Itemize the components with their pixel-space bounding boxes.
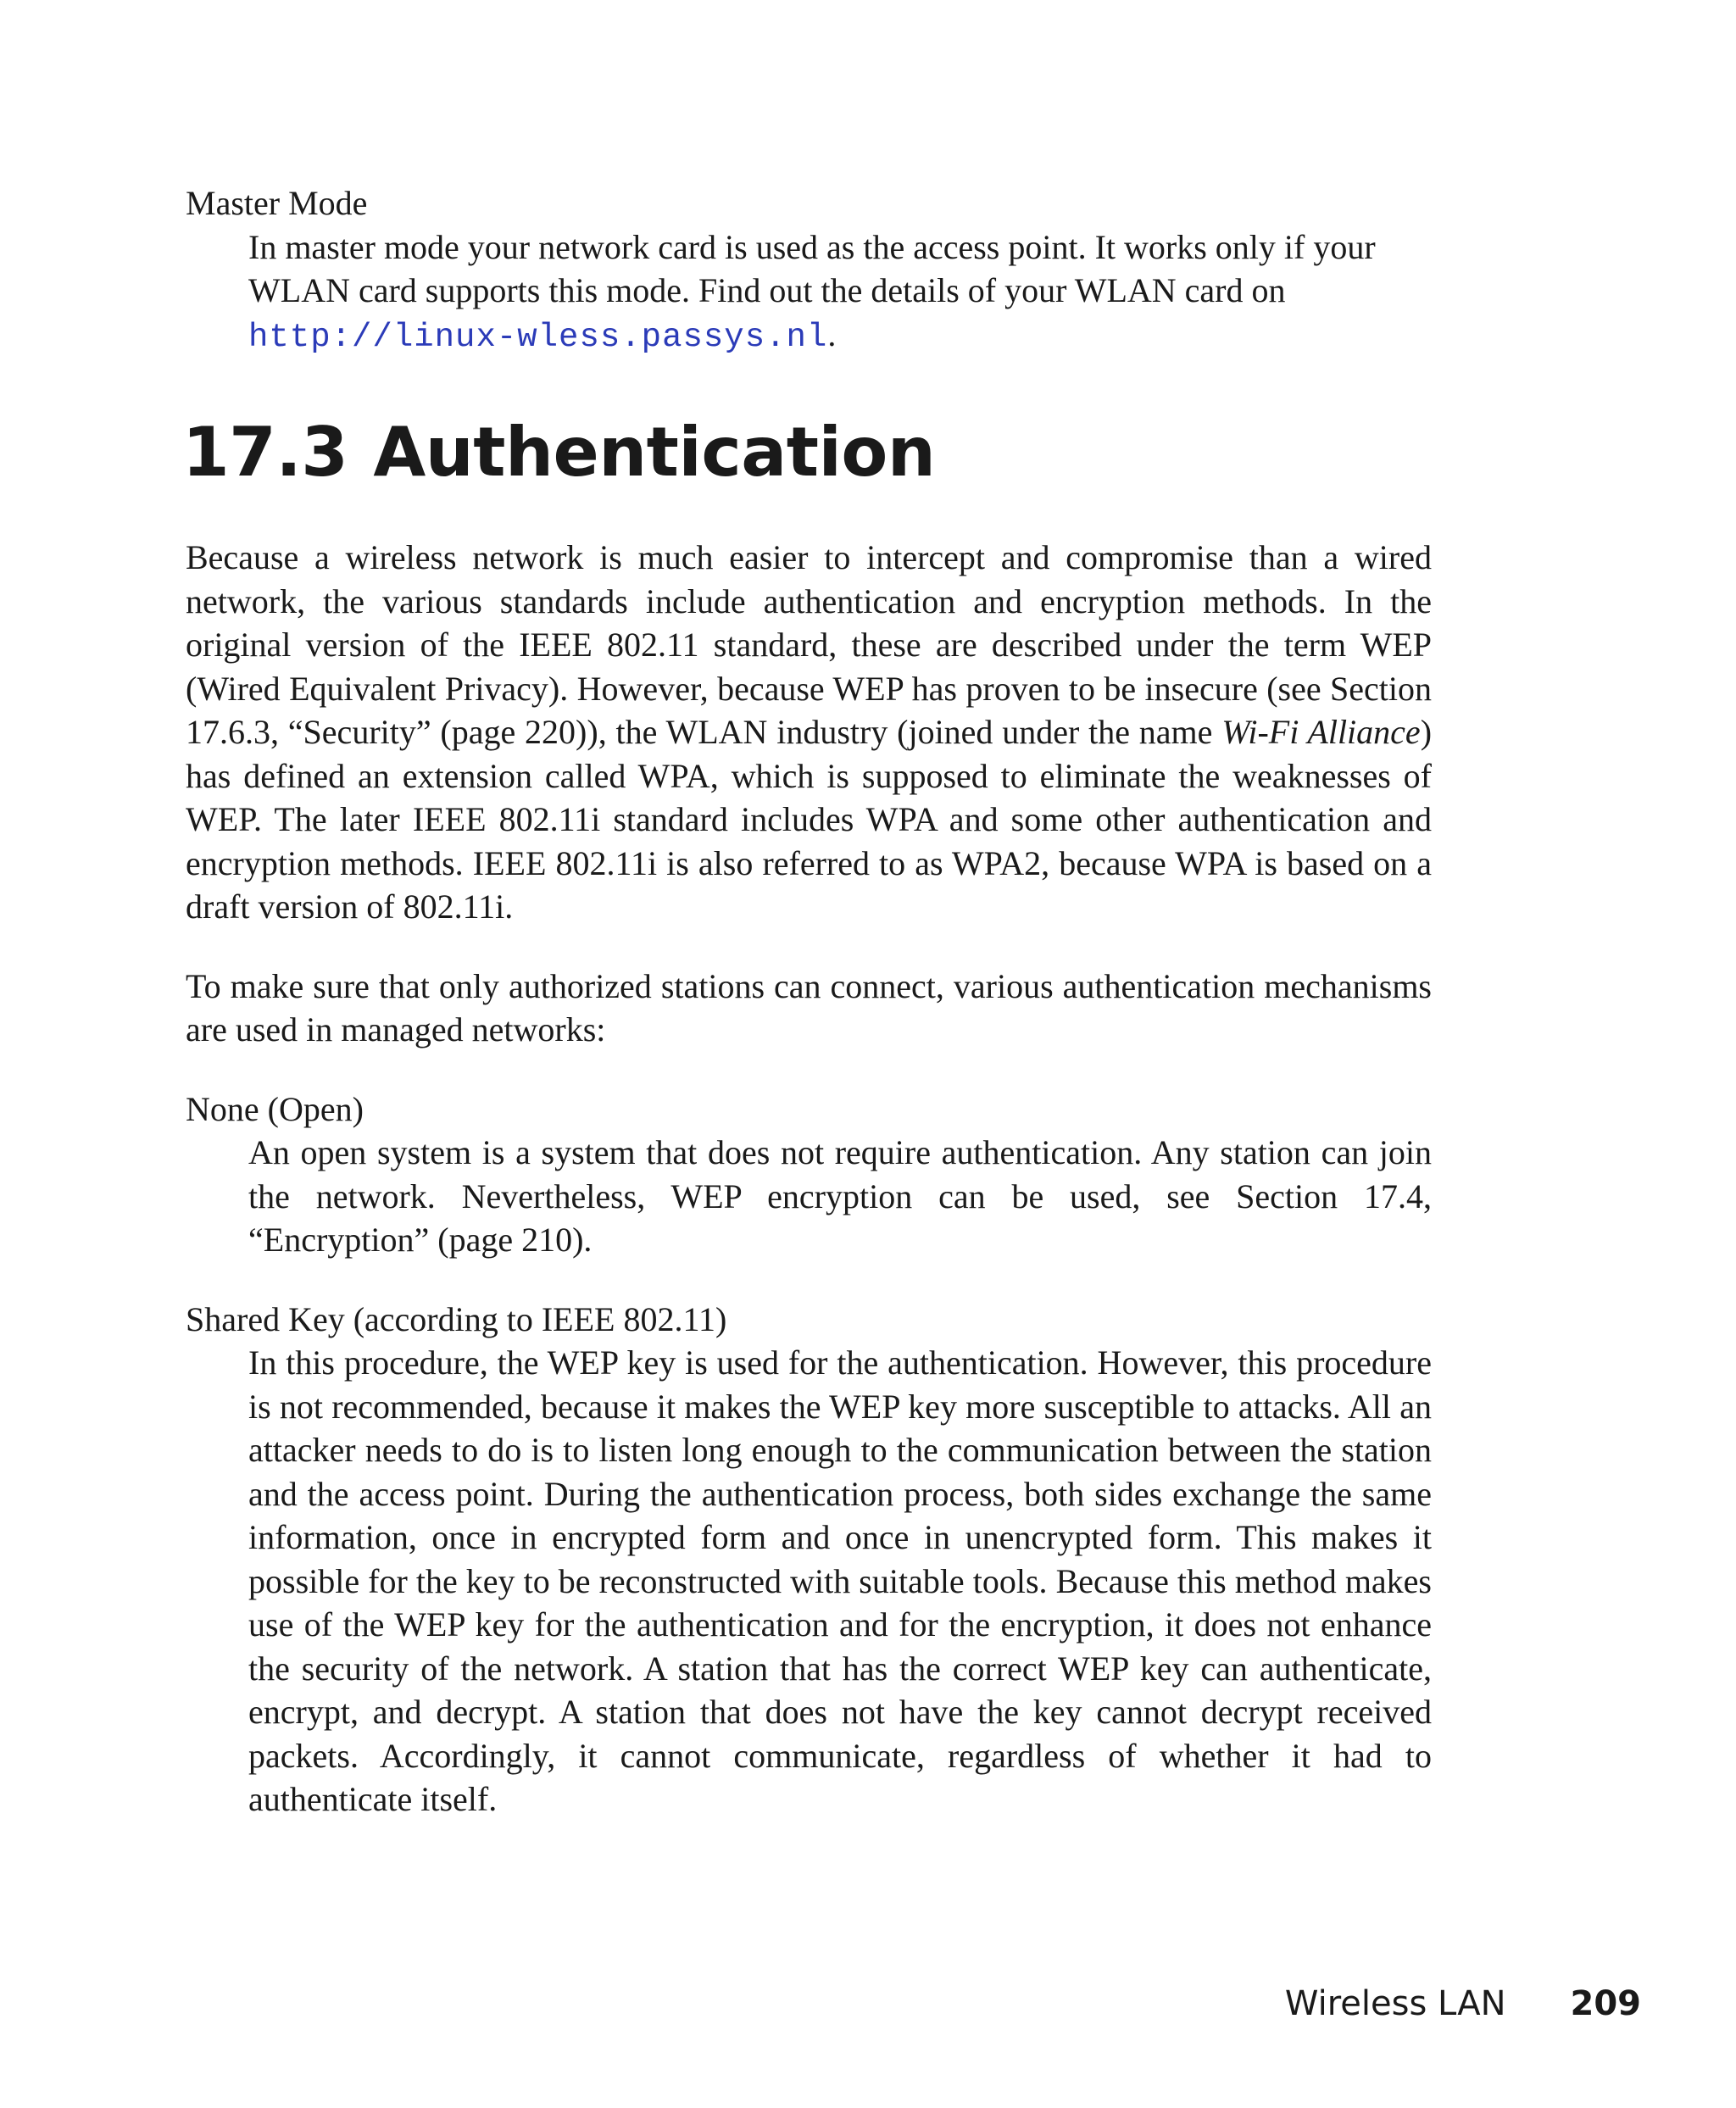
wlan-card-link[interactable]: http://linux-wless.passys.nl	[248, 318, 828, 356]
shared-key-term: Shared Key (according to IEEE 802.11)	[186, 1299, 727, 1338]
section-number: 17.3	[182, 413, 348, 492]
mechanisms-paragraph: To make sure that only authorized stations can connect, various authentication mechanisms are used in managed networks:	[186, 966, 1432, 1048]
shared-key-text: In this procedure, the WEP key is used for the authentication. However, this procedure is not recommended, because it makes the WEP key more susceptible to attacks. All an attacker needs to do is to listen long enough to the communication between the station and the access point. During the authentication process, both sides exchange the same information, once in encrypted form and once in unencrypted form. This makes it possible for the key to be reconstructed with suitable tools. Because this method makes use of the WEP key for the authentication and for the encryption, it does not enhance the security of the network. A station that has the correct WEP key can authenticate, encrypt, and decrypt. A station that does not have the key cannot decrypt received packets. Accordingly, it cannot communicate, regardless of whether it had to authenticate itself.	[248, 1343, 1432, 1818]
master-mode-definition	[248, 225, 1432, 360]
master-mode-entry	[186, 181, 1432, 359]
shared-key-entry	[186, 1298, 1432, 1822]
intro-paragraph	[186, 536, 1432, 929]
none-open-definition	[248, 1131, 1432, 1262]
wifi-alliance-italic: Wi-Fi Alliance	[1221, 713, 1421, 751]
master-mode-term: Master Mode	[186, 184, 368, 222]
intro-paragraph-part-2: ) has defined an extension called WPA, which is supposed to eliminate the weaknesses of WEP. The later IEEE 802.11i standard includes WPA and some other authentication and encryption methods. IEEE 802.11i is also referred to as WPA2, because WPA is based on a draft version of 802.11i.	[186, 713, 1433, 926]
link-period: .	[827, 314, 837, 353]
section-title: Authentication	[373, 413, 936, 492]
shared-key-definition	[248, 1341, 1432, 1822]
page-number: 209	[1570, 1984, 1641, 2023]
master-mode-text: In master mode your network card is used as the access point. It works only if your WLAN card supports this mode. Find out the details of your WLAN card on	[248, 227, 1376, 309]
none-open-term: None (Open)	[186, 1089, 364, 1128]
footer-section-name: Wireless LAN	[1284, 1984, 1506, 2023]
none-open-text: An open system is a system that does not require authentication. Any station can join the network. Nevertheless, WEP encryption can be used, see Section 17.4, “Encryption” (page 210).	[248, 1133, 1432, 1259]
section-heading	[182, 412, 1432, 493]
page-content	[182, 181, 1433, 1857]
intro-paragraph-part-1: Because a wireless network is much easier to intercept and compromise than a wired network, the various standards include authentication and encryption methods. In the original version of the IEEE 802.11 standard, these are described under the term WEP (Wired Equivalent Privacy). However, because WEP has proven to be insecure (see Section 17.6.3, “Security” (page 220)), the WLAN industry (joined under the name	[186, 538, 1432, 751]
page-footer	[1285, 1983, 1641, 2025]
none-open-entry	[186, 1087, 1432, 1262]
